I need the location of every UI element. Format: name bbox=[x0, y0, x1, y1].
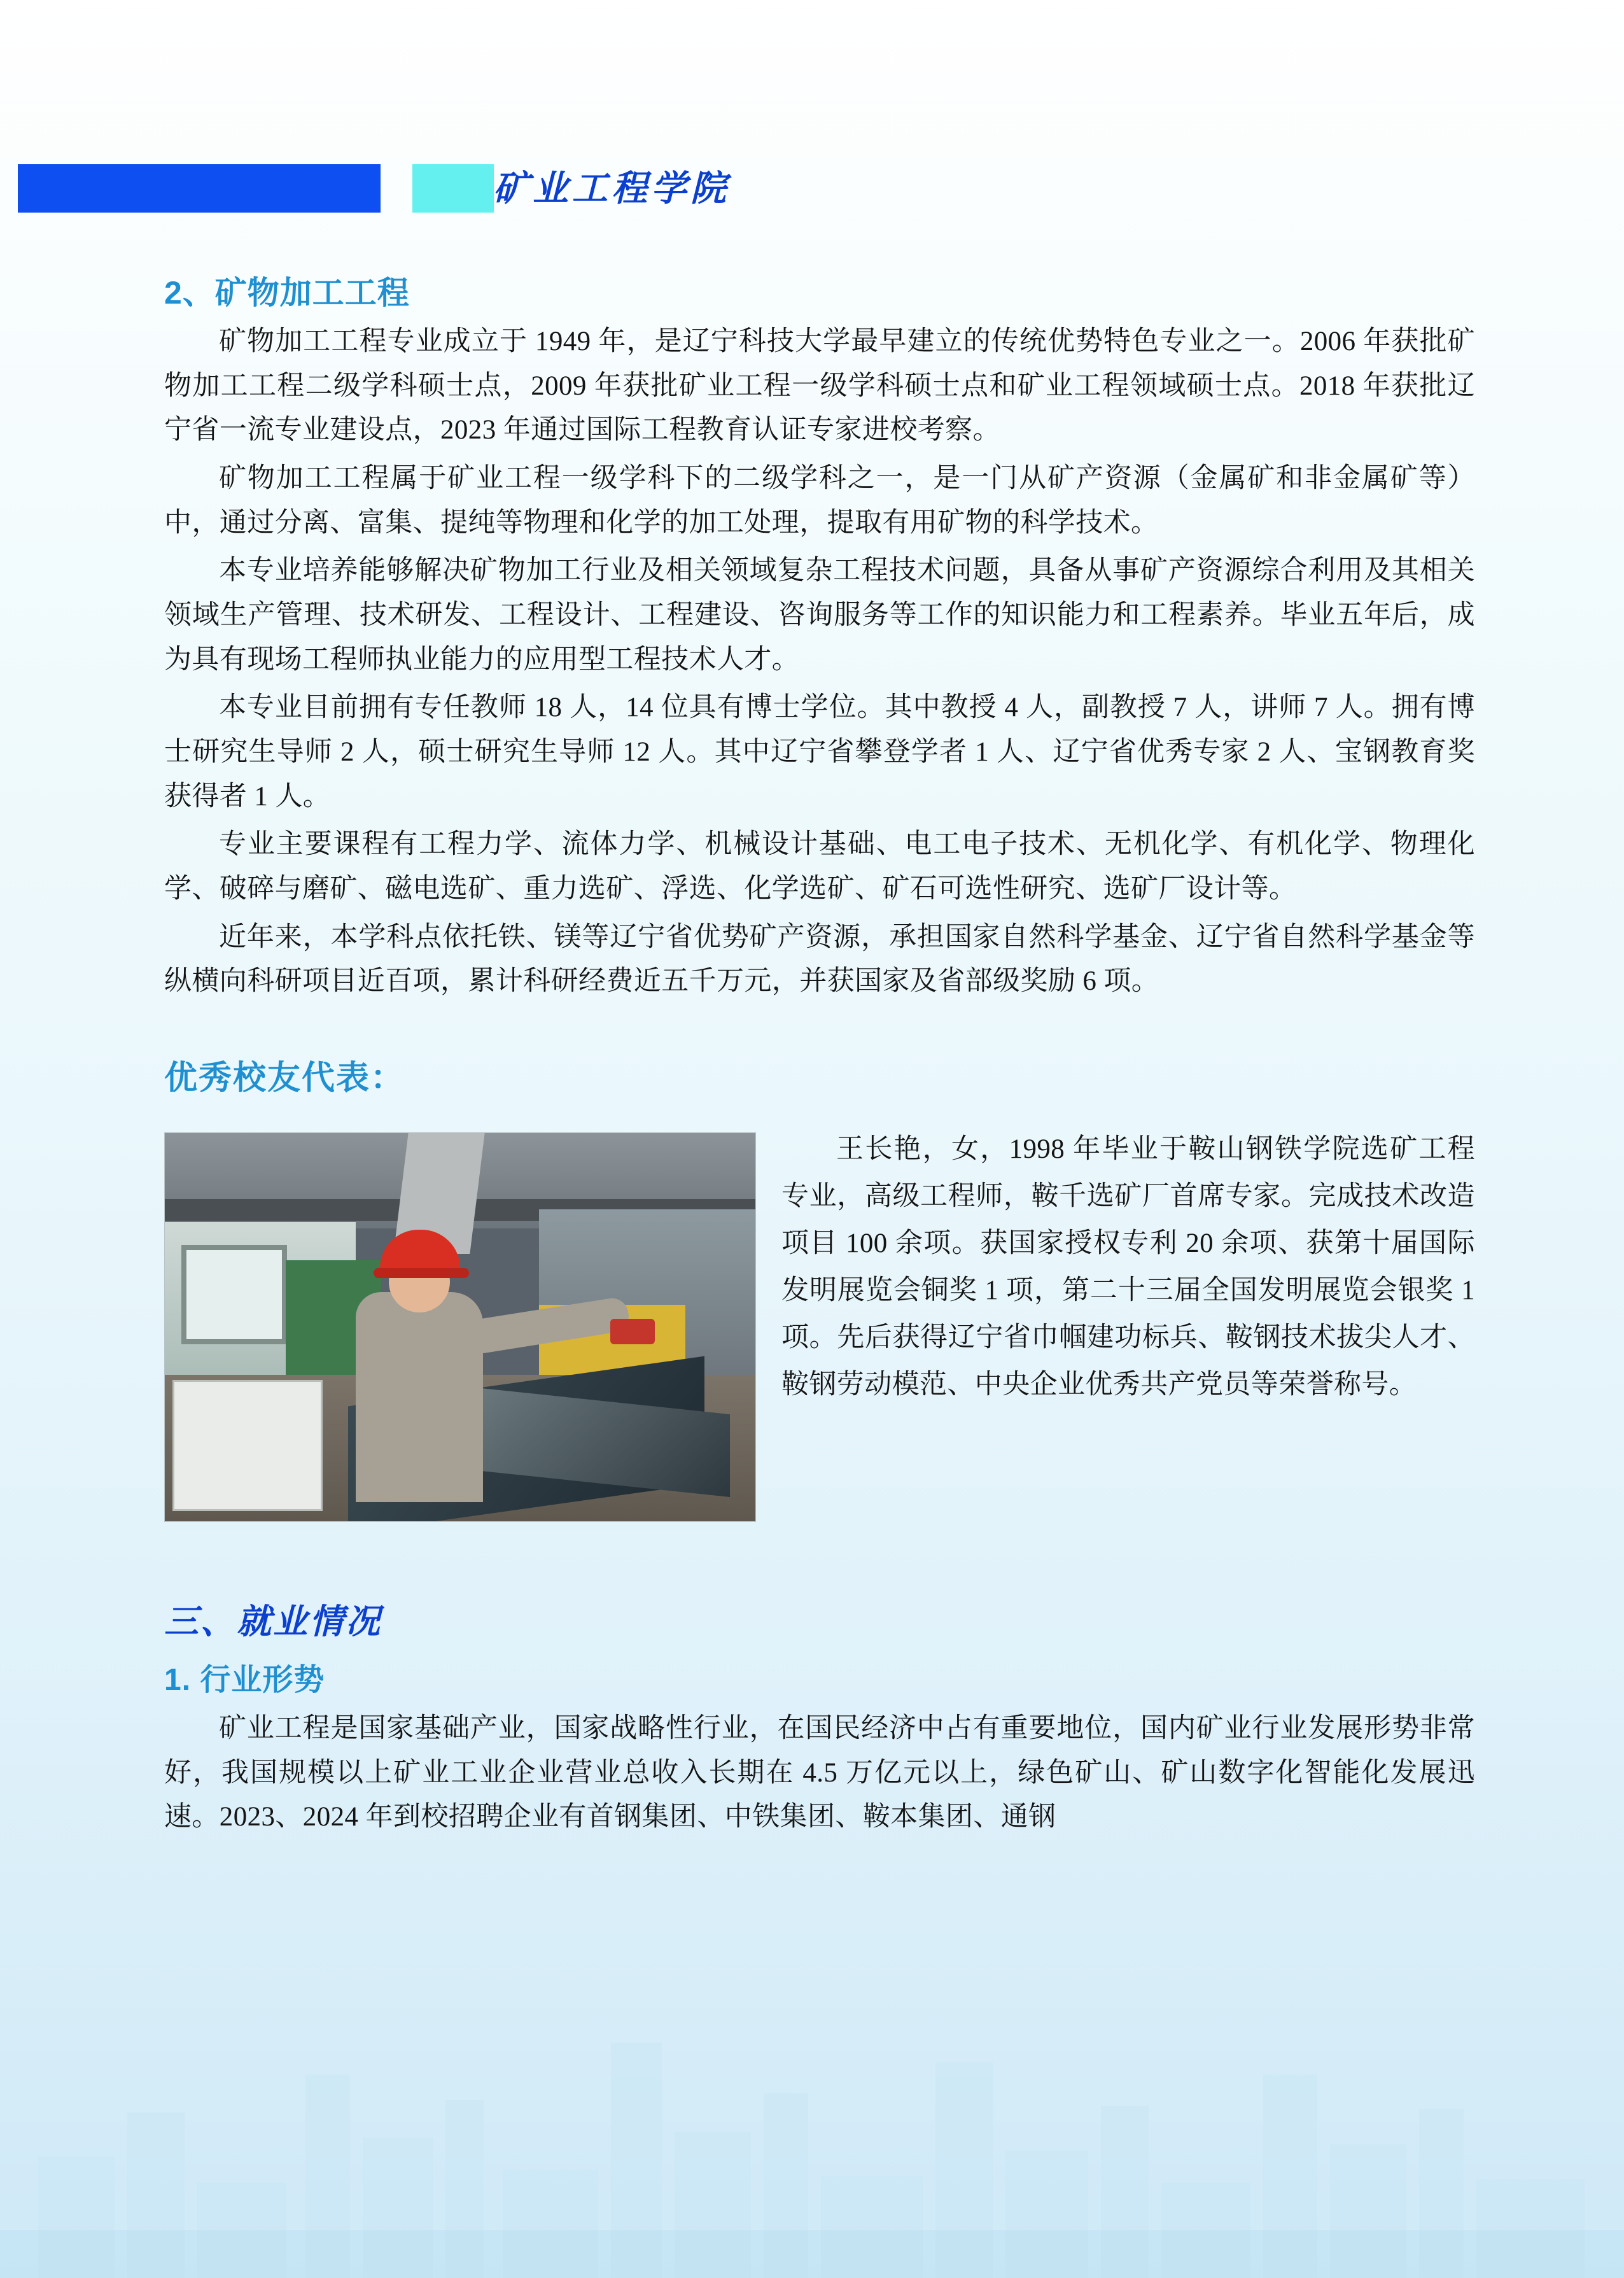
alumni-block bbox=[164, 1126, 1475, 1533]
major-section-title: 2、矿物加工工程 bbox=[164, 275, 410, 311]
major-paragraph-5: 专业主要课程有工程力学、流体力学、机械设计基础、电工电子技术、无机化学、有机化学、物理化学、破碎与磨矿、磁电选矿、重力选矿、浮选、化学选矿、矿石可选性研究、选矿厂设计等。 bbox=[164, 829, 1475, 904]
major-paragraph-2: 矿物加工工程属于矿业工程一级学科下的二级学科之一，是一门从矿产资源（金属矿和非金属矿等）中，通过分离、富集、提纯等物理和化学的加工处理，提取有用矿物的科学技术。 bbox=[164, 463, 1475, 538]
photo-handheld-tool bbox=[610, 1319, 655, 1344]
header-accent-bar-cyan bbox=[412, 164, 494, 213]
alumni-section-title: 优秀校友代表： bbox=[164, 1059, 405, 1097]
employment-sub-title: 1. 行业形势 bbox=[164, 1663, 325, 1697]
major-paragraph-1: 矿物加工工程专业成立于 1949 年，是辽宁科技大学最早建立的传统优势特色专业之一。2006 年获批矿物加工工程二级学科硕士点，2009 年获批矿业工程一级学科硕士点和矿业工程领域硕士点。2018 年获批辽宁省一流专业建设点，2023 年通过国际工程教育认证专家进校考察。 bbox=[164, 327, 1475, 446]
major-paragraph-3: 本专业培养能够解决矿物加工行业及相关领域复杂工程技术问题，具备从事矿产资源综合利用及其相关领域生产管理、技术研发、工程设计、工程建设、咨询服务等工作的知识能力和工程素养。毕业五年后，成为具有现场工程师执业能力的应用型工程技术人才。 bbox=[164, 556, 1475, 675]
photo-window bbox=[181, 1245, 287, 1344]
photo-worker-body bbox=[356, 1292, 483, 1502]
major-paragraph-4: 本专业目前拥有专任教师 18 人，14 位具有博士学位。其中教授 4 人，副教授 7 人，讲师 7 人。拥有博士研究生导师 2 人，硕士研究生导师 12 人。其中辽宁省攀登学者 1 人、辽宁省优秀专家 2 人、宝钢教育奖获得者 1 人。 bbox=[164, 693, 1475, 812]
alumni-description: 王长艳，女，1998 年毕业于鞍山钢铁学院选矿工程专业，高级工程师，鞍千选矿厂首席专家。完成技术改造项目 100 余项。获国家授权专利 20 余项、获第十届国际发明展览会铜奖 1 项，第二十三届全国发明展览会银奖 1 项。先后获得辽宁省巾帼建功标兵、鞍钢技术拔尖人才、鞍钢劳动模范、中央企业优秀共产党员等荣誉称号。 bbox=[781, 1134, 1475, 1400]
alumni-photo bbox=[164, 1132, 756, 1522]
document-content bbox=[164, 267, 1475, 1843]
employment-chapter-title: 三、就业情况 bbox=[164, 1600, 382, 1642]
header-accent-bar-blue bbox=[18, 164, 381, 213]
employment-paragraph: 矿业工程是国家基础产业，国家战略性行业，在国民经济中占有重要地位，国内矿业行业发展形势非常好，我国规模以上矿业工业企业营业总收入长期在 4.5 万亿元以上，绿色矿山、矿山数字化智能化发展迅速。2023、2024 年到校招聘企业有首钢集团、中铁集团、鞍本集团、通钢 bbox=[164, 1713, 1475, 1832]
photo-helmet-brim bbox=[374, 1268, 469, 1278]
page-header-title: 矿业工程学院 bbox=[493, 167, 730, 209]
photo-equipment-box bbox=[172, 1380, 323, 1511]
major-paragraph-6: 近年来，本学科点依托铁、镁等辽宁省优势矿产资源，承担国家自然科学基金、辽宁省自然科学基金等纵横向科研项目近百项，累计科研经费近五千万元，并获国家及省部级奖励 6 项。 bbox=[164, 922, 1475, 997]
skyline-decoration bbox=[0, 1883, 1624, 2278]
